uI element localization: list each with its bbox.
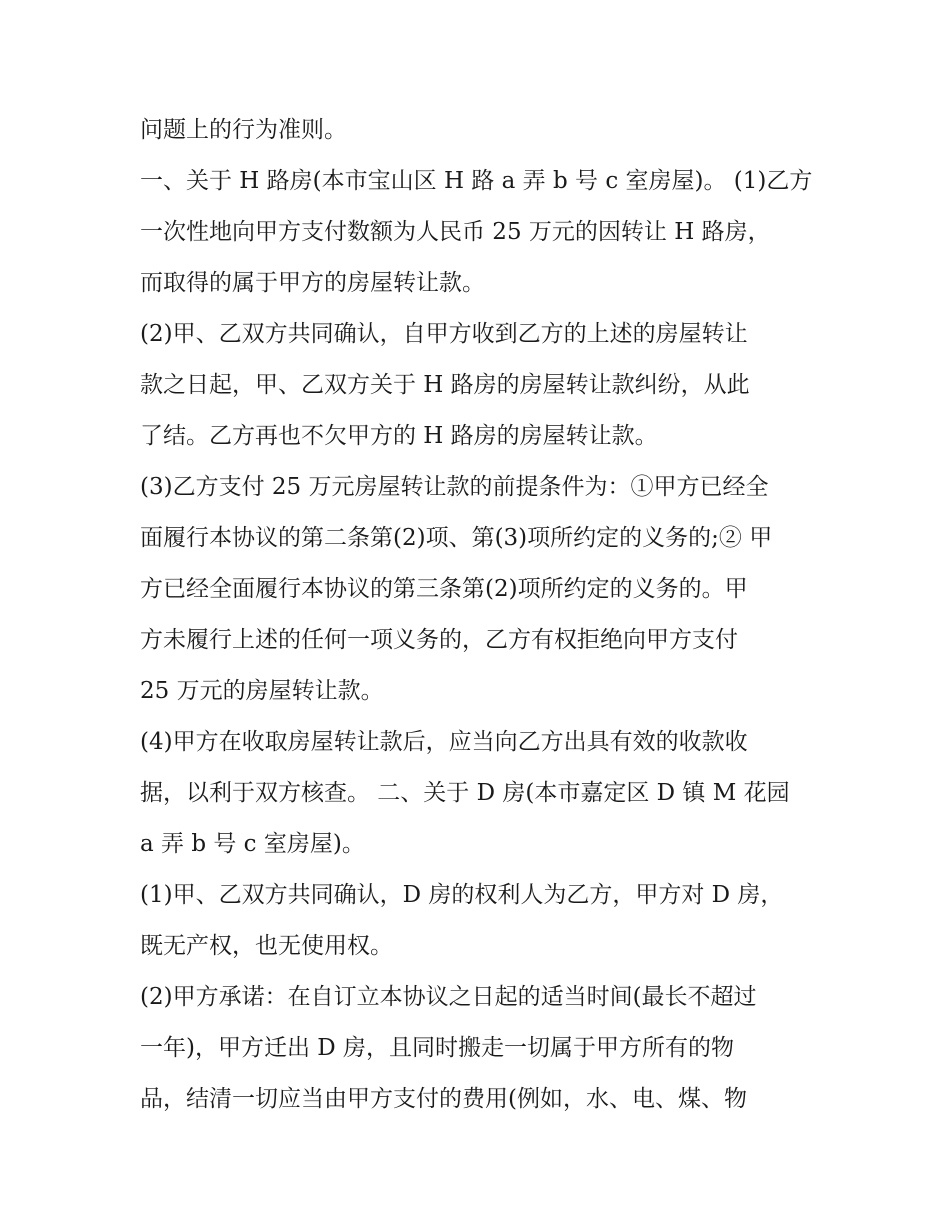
text-line: 面履行本协议的第二条第(2)项、第(3)项所约定的义务的;② 甲 bbox=[140, 525, 773, 551]
text-line: 方未履行上述的任何一项义务的，乙方有权拒绝向甲方支付 bbox=[140, 627, 738, 653]
text-line: 品，结清一切应当由甲方支付的费用(例如，水、电、煤、物 bbox=[140, 1086, 747, 1112]
text-line: 一年)，甲方迁出 D 房，且同时搬走一切属于甲方所有的物 bbox=[140, 1035, 735, 1061]
text-line: 一、关于 H 路房(本市宝山区 H 路 a 弄 b 号 c 室房屋)。 (1)乙方 bbox=[140, 168, 813, 194]
text-line: (4)甲方在收取房屋转让款后，应当向乙方出具有效的收款收 bbox=[140, 729, 748, 755]
text-line: 问题上的行为准则。 bbox=[140, 117, 347, 143]
text-line: 而取得的属于甲方的房屋转让款。 bbox=[140, 270, 485, 296]
text-line: a 弄 b 号 c 室房屋)。 bbox=[140, 831, 365, 857]
text-line: 既无产权，也无使用权。 bbox=[140, 933, 393, 959]
text-line: (2)甲方承诺：在自订立本协议之日起的适当时间(最长不超过 bbox=[140, 984, 757, 1010]
text-line: 据，以利于双方核查。 二、关于 D 房(本市嘉定区 D 镇 M 花园 bbox=[140, 780, 790, 806]
text-line: (3)乙方支付 25 万元房屋转让款的前提条件为：①甲方已经全 bbox=[140, 474, 769, 500]
text-line: 方已经全面履行本协议的第三条第(2)项所约定的义务的。甲 bbox=[140, 576, 748, 602]
document-body bbox=[140, 105, 820, 1125]
text-line: (2)甲、乙双方共同确认，自甲方收到乙方的上述的房屋转让 bbox=[140, 321, 748, 347]
text-line: 款之日起，甲、乙双方关于 H 路房的房屋转让款纠纷，从此 bbox=[140, 372, 750, 398]
text-line: 25 万元的房屋转让款。 bbox=[140, 678, 384, 704]
text-line: (1)甲、乙双方共同确认，D 房的权利人为乙方，甲方对 D 房， bbox=[140, 882, 784, 908]
text-line: 了结。乙方再也不欠甲方的 H 路房的房屋转让款。 bbox=[140, 423, 658, 449]
text-line: 一次性地向甲方支付数额为人民币 25 万元的因转让 H 路房， bbox=[140, 219, 771, 245]
